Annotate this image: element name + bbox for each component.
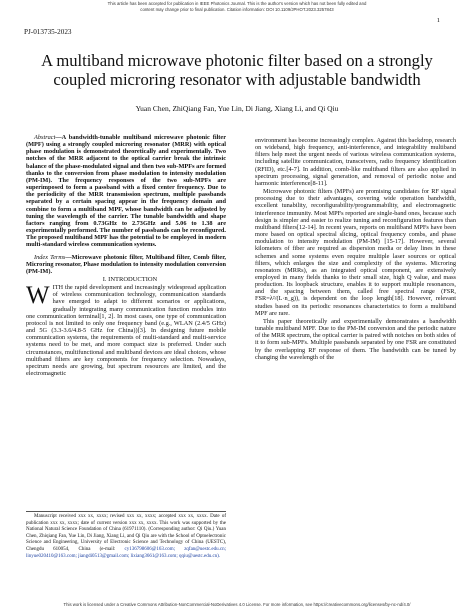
footnote-paragraph [26, 514, 226, 560]
intro-paragraph-1-text: ITH the rapid development and increasingly widespread application of wireless communication technology, communication standards have emerged to adapt to different scenarios or applications, gradually integrating many communication function modules into one communication terminal[1, 2]. In most cases, one type of communication protocol is not limited to only one frequency band (e.g., WLAN (2.4/5 GHz) and 5G (3.3-3.6/4.8-5 GHz for China))[3]. In designing future mobile communication systems, the requirements of multi-standard and multi-service systems need to be met, and more compact size is preferred. Under such circumstances, multifunctional and multiband devices are ideal choices, whose multiband filters are key components for frequency selection. Nowadays, spectrum needs are growing, but spectrum resources are limited, and the electromagnetic [26, 284, 226, 377]
footnote [26, 514, 226, 560]
index-terms-text: —Microwave photonic filter, Multiband filter, Comb filter, Microring resonator, Phase modulation to intensity modulation conversion (PM-IM). [26, 253, 226, 275]
author-emails: cy136798606@163.com; zqfan@uestc.edu.cn; linyue020410@163.com; jiangdi0513@gmail.com; lixiang3661@163.com; qqiu@uestc.edu.cn). [26, 546, 227, 559]
page-number: 1 [436, 17, 440, 24]
index-terms-label: Index Terms [34, 253, 66, 261]
paper-title: A multiband microwave photonic filter based on a strongly coupled microring resonator with adjustable bandwidth [41, 51, 433, 90]
right-paragraph-2: Microwave photonic filters (MPFs) are promising candidates for RF signal processing due to their advantages, covering wide operation bandwidth, excellent tunability, reconfigurability/programmability, and electromagnetic interference immunity. Most MPFs reported are single-band ones, because such design is simpler and easier to realize tuning and reconfiguration features than multiband filters[12-14]. In recent years, reports on multiband MPFs have been more based on optical spectral slicing, optical frequency combs, and phase modulation to intensity modulation (PM-IM) [15-17]. However, several kilometers of fiber are required as dispersion media or delay lines in these schemes and some systems even require multiple laser sources or optical filters, which enlarges the size and complexity of the systems. Microring resonators (MRRs), as an integrated optical component, are extensively employed in many fields thanks to their small size, high Q value, and mass production. Its loopback structure, enables it to support multiple resonances, and the spacing between them, called free spectral range (FSR, FSR=λ²/(L·n_g)), is dependent on the loop length[18]. However, relevant studies based on its periodic resonances characteristics to form a multiband MPF are rare. [255, 188, 456, 317]
section-heading-introduction: I. INTRODUCTION [102, 275, 158, 283]
paper-id: PJ-013735-2023 [24, 28, 72, 36]
author-list: Yuan Chen, ZhiQiang Fan, Yue Lin, Di Jiang, Xiang Li, and Qi Qiu [135, 104, 339, 113]
publication-banner [0, 1, 474, 12]
index-terms-paragraph [26, 254, 226, 275]
drop-cap-letter: W [26, 282, 50, 310]
right-paragraph-1: environment has become increasingly complex. Against this backdrop, research on wideband, high frequency, anti-interference, and integrability multiband filters help meet the urgent needs of various wireless communication systems, including satellite communication, transceivers, radio frequency identification (RFID), etc.[4-7]. In addition, comb-like multiband filters are also applied in spectrum processing, signal generation, and removal of periodic noise and harmonic interference[8-11]. [255, 137, 456, 187]
left-column [26, 134, 226, 378]
footnote-text: Manuscript received xxx xx, xxxx; revised xxx xx, xxxx; accepted xxx xx, xxxx. Date of publication xxx xx, xxxx; date of current version xxx xx, xxxx. This work was supported by the National Natural Science Foundation of China (61971110). (Corresponding author: Qi Qiu.) Yuan Chen, Zhiqiang Fan, Yue Lin, Di Jiang, Xiang Li, and Qi Qiu are with the School of Optoelectronic Science and Engineering, University of Electronic Science and Technology of China (UESTC), Chengdu 610054, China (e-mail: [26, 514, 226, 552]
intro-paragraph-1 [26, 284, 226, 377]
abstract [26, 134, 226, 275]
abstract-label: Abstract [34, 134, 56, 141]
footnote-divider [26, 511, 226, 512]
abstract-paragraph [26, 134, 226, 249]
banner-line-1: This article has been accepted for publication in IEEE Photonics Journal. This is the author's version which has not been fully edited and [107, 1, 367, 6]
license-footer: This work is licensed under a Creative Commons Attribution-NonCommercial-NoDerivatives 4.0 License. For more information, see https://creativecommons.org/licenses/by-nc-nd/4.0/ [63, 602, 411, 607]
banner-line-2: content may change prior to final publication. Citation information: DOI 10.1109/JPHOT.2023.3257843 [140, 6, 334, 12]
right-paragraph-3: This paper theoretically and experimentally demonstrates a bandwidth tunable multiband MPF. Due to the PM-IM conversion and the periodic nature of the MRR spectrum, the optical carrier is paired with notches on both sides of it to form sub-MPFs. Multiple passbands separated by one FSR are constituted by the overlapping RF response of them. The bandwidth can be tuned by changing the wavelength of the [255, 317, 456, 361]
abstract-text: —A bandwidth-tunable multiband microwave photonic filter (MPF) using a strongly coupled microring resonator (MRR) with optical phase modulation is demonstrated theoretically and experimentally. Two notches of the MRR adjacent to the optical carrier break the intrinsic balance of the phase-modulated signal and then two sub-MPFs are formed thanks to the conversion from phase modulation to intensity modulation (PM-IM). The frequency responses of the two sub-MPFs are superimposed to form a passband with a fixed center frequency. Due to the periodicity of the MRR transmission spectrum, multiple passbands separated by a certain spacing appear in the frequency domain and combine to form a multiband MPF, whose bandwidth can be adjusted by tuning the wavelength of the carrier. The tunable bandwidth and shape factors ranging from 0.73GHz to 2.73GHz and 5.06 to 1.38 are experimentally performed. The number of passbands can be reconfigured. The proposed multiband MPF has the potential to be employed in modern multi-standard wireless communication systems. [26, 134, 226, 249]
right-column [255, 137, 456, 362]
